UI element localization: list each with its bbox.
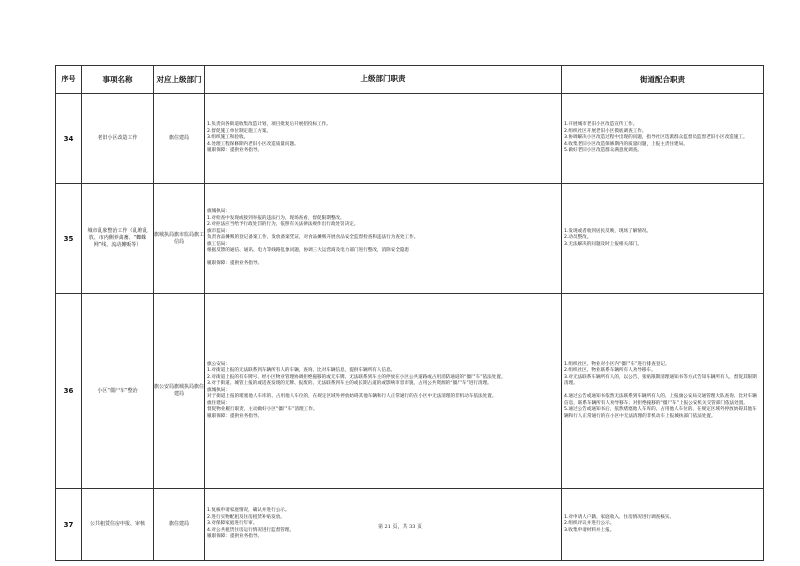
duty-line: 履职保障：提供业务指导。 [207, 148, 263, 154]
duty-line: 2.组织社区、物业联系车辆所有人劝导移车。 [564, 368, 656, 374]
duty-line: 3.对保障家庭进行年审。 [207, 521, 258, 527]
duty-line: 4.收集老旧小区改造保修期内的质量问题，上报主责住建局。 [564, 141, 688, 147]
duty-line: 1.对检查中发现或接到举报的违法行为，现场查看，督促限期整改。 [207, 215, 345, 221]
duty-line: 旗城执局： [207, 387, 230, 393]
duty-line: 旗市监局： [207, 228, 230, 234]
duty-line: 1.对街道上报的无法联系到车辆所有人的车辆，查询、比对车辆信息，提供车辆所有人信息。 [207, 368, 396, 374]
street-duties [562, 294, 764, 489]
street-duties [562, 184, 764, 294]
table-row [56, 184, 764, 294]
row-number: 34 [56, 94, 82, 184]
duty-line: 5.通过公告或通知书后，依然堵塞他人车库的、占用他人车位的、在规定区域外停放妨碍其他车辆和行人正常通行的在小区中无法清理的非机动车上报城执部门依法处置。 [564, 407, 757, 419]
header-name: 事项名称 [82, 66, 154, 94]
duty-line: 2.进行实物配租及住房租赁补贴发放。 [207, 514, 285, 520]
upper-duties [205, 94, 562, 184]
duty-line: 4.通过公告或通知书依然无法联系到车辆所有人的，上报旗公安局交通管理大队查询、比对车辆信息，联系车辆所有人劝导移车；对拒绝拖移的“僵尸车”上报公安机关交管部门依法处置。 [564, 394, 757, 406]
duty-line: 旗工信局： [207, 241, 230, 247]
upper-dept: 旗公安局旗城执局旗住建局 [154, 294, 205, 489]
duty-line: 1.负责向各街道收集改造计划，项目批复后开展招投标工作。 [207, 122, 331, 128]
duty-line: 履职保障：提供业务指导。 [207, 261, 263, 267]
duty-line: 3.对无法联系车辆所有人的，以公告、张贴限期清理通知书等方式告知车辆所有人，督促其限期清理。 [564, 374, 757, 387]
duty-line: 履职保障：提供业务指导。 [207, 413, 263, 419]
duty-line: 履职保障：提供业务指导。 [207, 534, 263, 540]
item-name: 小区“僵尸车”整治 [82, 294, 154, 489]
duty-line: 负责食品摊贩的登记备案工作，发放备案凭证，对食品摊贩开展食品安全监督检查和违法行为查处工作。 [207, 235, 419, 241]
item-name: 城市乱象整治工作（乱堆乱放、市内侧养禽畜、“蜘蛛网”线，流动摊贩等） [82, 184, 154, 294]
duty-line: 1.复核申请家庭情况，确认并进行公示。 [207, 508, 290, 514]
duty-line: 2.督促施工单位制定施工方案。 [207, 128, 272, 134]
street-duties [562, 94, 764, 184]
item-name: 公共租赁住房申报、审核 [82, 489, 154, 561]
header-no: 序号 [56, 66, 82, 94]
duty-line: 2.动员整改。 [564, 235, 592, 241]
responsibility-table [55, 65, 764, 561]
duty-line: 根据反馈的通信、通讯、电力等线路乱象问题，协调三大运营商及电力部门进行整改，消除安全隐患 [207, 248, 410, 254]
upper-duties [205, 184, 562, 294]
duty-line: 2.对拒法应当给予行政处罚的行为，依照有关法律法规作出行政处罚决定。 [207, 222, 359, 228]
duty-line: 3.无法解决的问题及时上报相关部门。 [564, 241, 642, 247]
duty-line: 2.组织评议并进行公示。 [564, 521, 615, 527]
duty-line: 4.处理工程保修期内老旧小区改造质量问题。 [207, 141, 299, 147]
row-number: 36 [56, 294, 82, 489]
table-row [56, 94, 764, 184]
duty-line: 旗住建局： [207, 400, 230, 406]
duty-line: 3.对于街道、城管上报的或适查发现的无牌、报废的、无法联系到车主的或长期占道的或影响市容市貌、占用公共资源的“僵尸车”进行清理。 [207, 381, 492, 387]
header-street: 街道配合职责 [562, 66, 764, 94]
upper-dept: 旗住建局 [154, 94, 205, 184]
duty-line: 旗公安局： [207, 361, 230, 367]
duty-line: 4.对公共租赁住房运行情况进行监督管理。 [207, 527, 295, 533]
duty-line: 旗城执局： [207, 209, 230, 215]
duty-line: 1.开展城市老旧小区改造宣传工作。 [564, 122, 638, 128]
duty-line: 1.组织社区、物业对小区内“僵尸车”进行排查登记。 [564, 361, 670, 367]
header-dept: 对应上级部门 [154, 66, 205, 94]
row-number: 37 [56, 489, 82, 561]
duty-line: 督促物业履行职责，主动做好小区“僵尸车”清理工作。 [207, 407, 318, 413]
duty-line: 3.协调解决小区改造过程中出现的问题，指导社区选派群众监督员监督老旧小区改造施工。 [564, 135, 748, 141]
upper-dept: 旗城执局旗市监局旗工信局 [154, 184, 205, 294]
row-number: 35 [56, 184, 82, 294]
duty-line: 对于街道上报的堵塞他人车库的、占用他人车位的，在规定区域外停放妨碍其他车辆和行人正常通行的在小区中无法清理的非机动车依法处置。 [207, 394, 497, 400]
duty-line: 1.发现或者收到居民反映，现场了解情况。 [564, 228, 652, 234]
table-header-row [56, 66, 764, 94]
duty-line: 2.对街道上报的有车牌号、经小区物业管理协调拒绝拖移的或无车牌、无法联系到车主的停放在小区公共道路或占用消防通道的“僵尸车”依法处置。 [207, 374, 506, 380]
upper-dept: 旗住建局 [154, 489, 205, 561]
duty-line: 5.做好老旧小区改造群众满意度调查。 [564, 148, 642, 154]
duty-line: 1.对申请人户籍、家庭收入、住房情况进行调查核实。 [564, 514, 675, 520]
duty-line: 3.收集申请材料并上报。 [564, 527, 615, 533]
page-footer: 第 21 页，共 33 页 [377, 524, 423, 530]
duty-line: 2.组织社区开展老旧小区摸底调查工作。 [564, 128, 647, 134]
duty-line: 3.组织施工和验收。 [207, 135, 249, 141]
upper-duties [205, 294, 562, 489]
header-upper: 上级部门职责 [205, 66, 562, 94]
table-row [56, 294, 764, 489]
item-name: 老旧小区改造工作 [82, 94, 154, 184]
